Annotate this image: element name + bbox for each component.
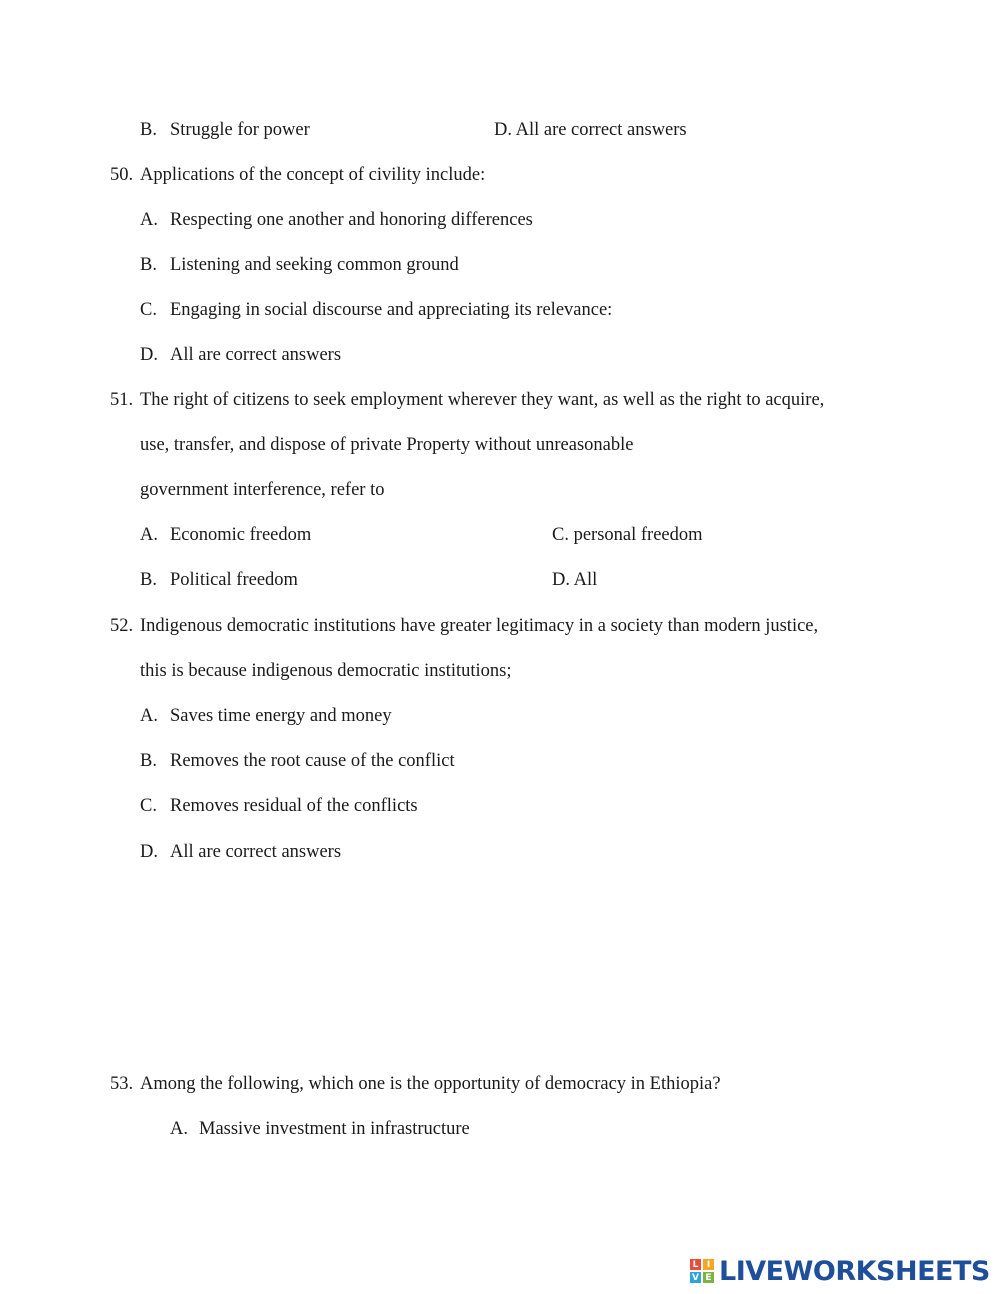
question-stem: The right of citizens to seek employment wherever they want, as well as the right to acquire,	[140, 390, 825, 410]
logo-grid-icon	[690, 1259, 714, 1283]
option-letter: C.	[140, 300, 157, 320]
question-number: 52.	[110, 616, 134, 636]
option-letter: A.	[140, 525, 158, 545]
option-text: Economic freedom	[170, 525, 312, 545]
question-stem: Among the following, which one is the opportunity of democracy in Ethiopia?	[140, 1074, 721, 1094]
option-text: Removes the root cause of the conflict	[170, 751, 455, 771]
question-stem: Applications of the concept of civility include:	[140, 165, 486, 185]
question-stem: this is because indigenous democratic institutions;	[140, 661, 512, 681]
option-text: D. All	[552, 570, 598, 590]
logo-grid-cell: L	[690, 1259, 701, 1270]
option-letter: B.	[140, 751, 157, 771]
option-text: Massive investment in infrastructure	[199, 1119, 470, 1139]
option-text: C. personal freedom	[552, 525, 703, 545]
logo-grid-cell: E	[703, 1272, 714, 1283]
logo-text: LIVEWORKSHEETS	[719, 1255, 990, 1287]
option-text: Removes residual of the conflicts	[170, 796, 418, 816]
option-text: Struggle for power	[170, 120, 310, 140]
question-stem: use, transfer, and dispose of private Property without unreasonable	[140, 435, 634, 455]
option-text: Listening and seeking common ground	[170, 255, 459, 275]
question-number: 50.	[110, 165, 134, 185]
option-letter: B.	[140, 120, 157, 140]
option-letter: C.	[140, 796, 157, 816]
option-letter: B.	[140, 570, 157, 590]
option-letter: A.	[140, 706, 158, 726]
liveworksheets-logo[interactable]	[690, 1256, 990, 1286]
question-number: 53.	[110, 1074, 134, 1094]
option-text: Respecting one another and honoring differences	[170, 210, 533, 230]
option-text: D. All are correct answers	[494, 120, 687, 140]
option-letter: A.	[170, 1119, 188, 1139]
option-text: Engaging in social discourse and appreciating its relevance:	[170, 300, 613, 320]
option-letter: D.	[140, 842, 158, 862]
option-letter: D.	[140, 345, 158, 365]
option-text: All are correct answers	[170, 345, 342, 365]
option-text: All are correct answers	[170, 842, 342, 862]
logo-grid-cell: I	[703, 1259, 714, 1270]
option-letter: A.	[140, 210, 158, 230]
question-stem: government interference, refer to	[140, 480, 385, 500]
question-number: 51.	[110, 390, 134, 410]
option-text: Political freedom	[170, 570, 298, 590]
logo-grid-cell: V	[690, 1272, 701, 1283]
option-letter: B.	[140, 255, 157, 275]
question-stem: Indigenous democratic institutions have greater legitimacy in a society than modern justice,	[140, 616, 819, 636]
option-text: Saves time energy and money	[170, 706, 392, 726]
